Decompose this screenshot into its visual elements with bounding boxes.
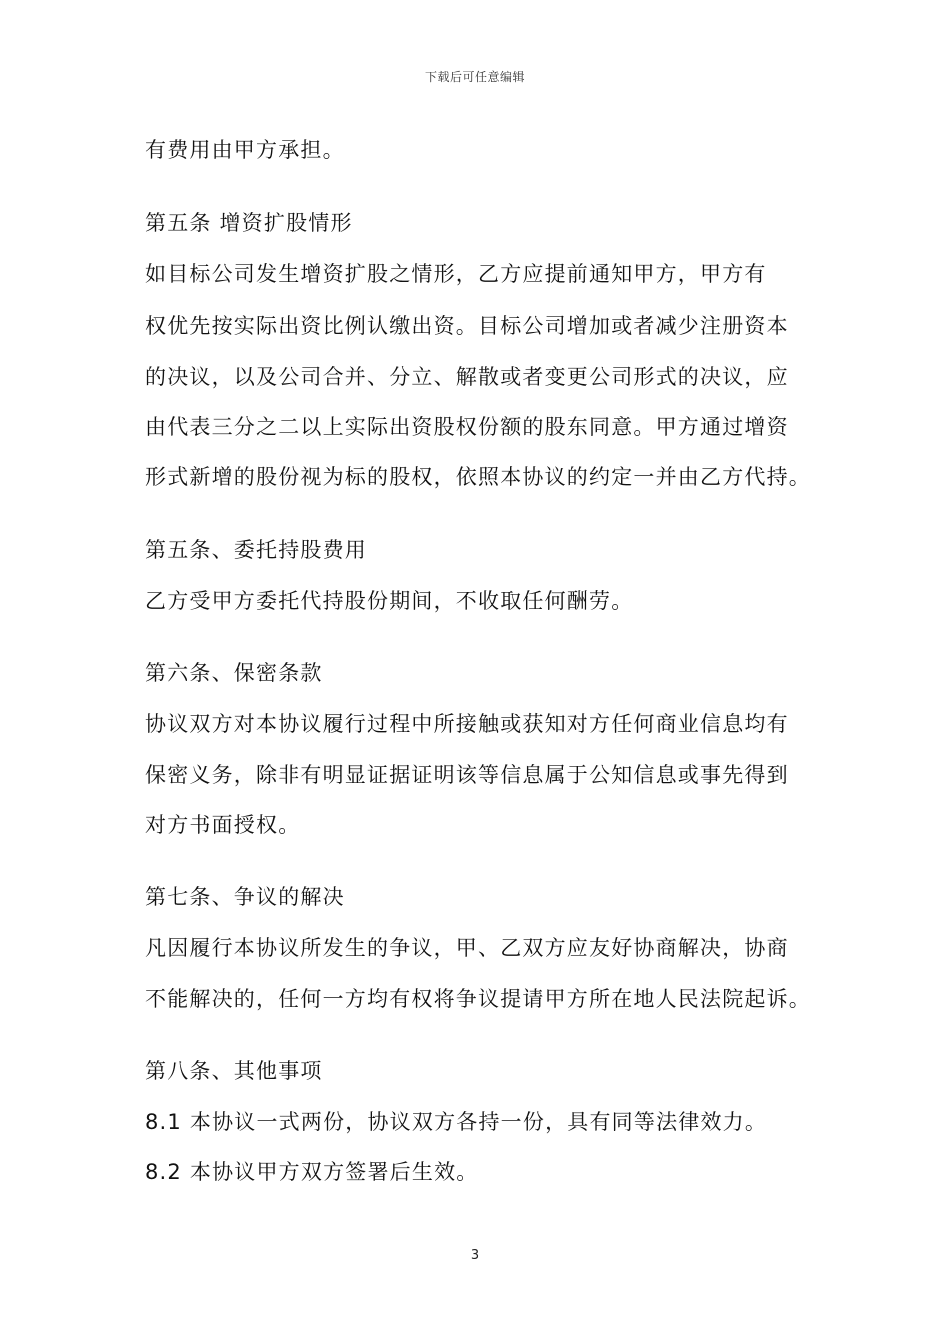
section-heading: 第七条、争议的解决 bbox=[145, 885, 345, 909]
text-line: 形式新增的股份视为标的股权，依照本协议的约定一并由乙方代持。 bbox=[145, 465, 811, 489]
section-heading: 第五条、委托持股费用 bbox=[145, 538, 367, 562]
section-heading: 第五条 增资扩股情形 bbox=[145, 211, 353, 235]
section-heading: 第六条、保密条款 bbox=[145, 661, 323, 685]
page-number: 3 bbox=[470, 1248, 480, 1263]
text-line: 不能解决的，任何一方均有权将争议提请甲方所在地人民法院起诉。 bbox=[145, 987, 811, 1011]
text-line: 由代表三分之二以上实际出资股权份额的股东同意。甲方通过增资 bbox=[145, 415, 789, 439]
text-line: 对方书面授权。 bbox=[145, 813, 301, 837]
text-line: 乙方受甲方委托代持股份期间，不收取任何酬劳。 bbox=[145, 589, 634, 613]
text-line: 有费用由甲方承担。 bbox=[145, 138, 345, 162]
text-line: 凡因履行本协议所发生的争议，甲、乙双方应友好协商解决，协商 bbox=[145, 936, 789, 960]
text-line: 协议双方对本协议履行过程中所接触或获知对方任何商业信息均有 bbox=[145, 712, 789, 736]
text-line: 权优先按实际出资比例认缴出资。目标公司增加或者减少注册资本 bbox=[145, 314, 789, 338]
text-line: 8.1 本协议一式两份，协议双方各持一份，具有同等法律效力。 bbox=[145, 1110, 768, 1134]
page-header: 下载后可任意编辑 bbox=[424, 70, 525, 84]
text-line: 8.2 本协议甲方双方签署后生效。 bbox=[145, 1160, 479, 1184]
text-line: 的决议，以及公司合并、分立、解散或者变更公司形式的决议，应 bbox=[145, 365, 789, 389]
section-heading: 第八条、其他事项 bbox=[145, 1059, 323, 1083]
text-line: 如目标公司发生增资扩股之情形，乙方应提前通知甲方，甲方有 bbox=[145, 262, 767, 286]
text-line: 保密义务，除非有明显证据证明该等信息属于公知信息或事先得到 bbox=[145, 763, 789, 787]
